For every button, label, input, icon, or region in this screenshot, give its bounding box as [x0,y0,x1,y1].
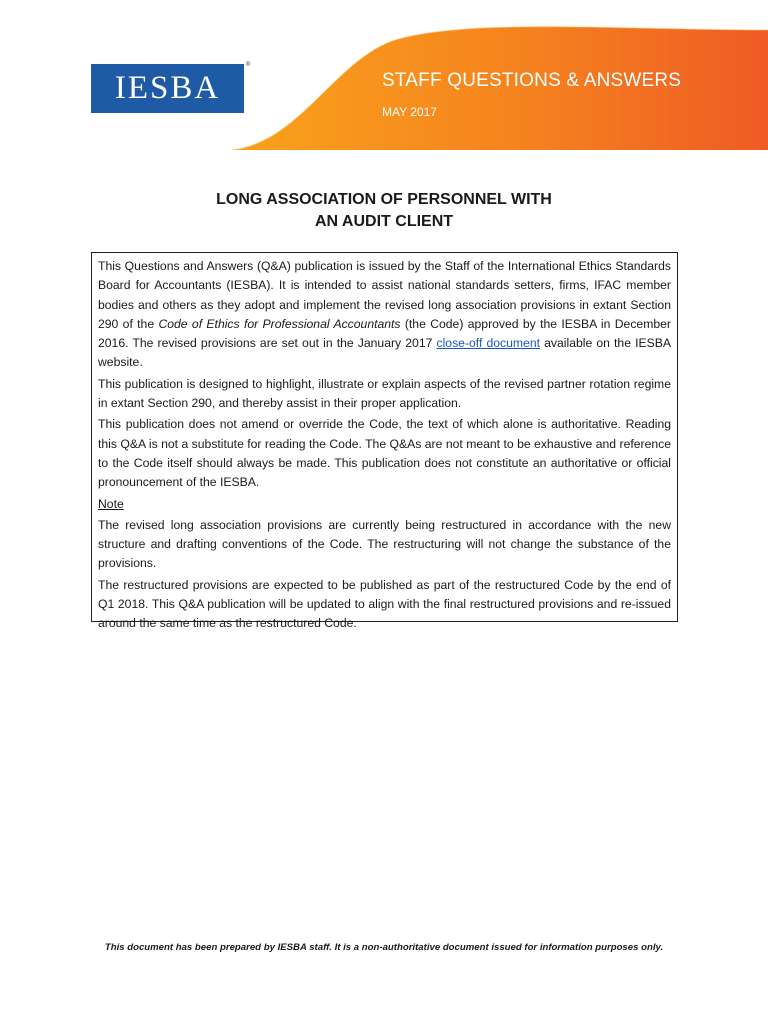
footer-disclaimer: This document has been prepared by IESBA staff. It is a non-authoritative document issued for information purposes only. [104,942,664,953]
note-label: Note [98,496,124,511]
intro-text-2: (the Code) approved by the IESBA in December 2016. The revised provisions are set out in the January 2017 [98,316,671,351]
header-banner [0,0,768,150]
document-title-line-1: LONG ASSOCIATION OF PERSONNEL WITH [216,191,552,208]
registered-mark: ® [246,62,251,68]
disclaimer-box [91,252,678,631]
iesba-logo [91,64,244,113]
note-heading [98,495,671,514]
restructuring-paragraph: The revised long association provisions are currently being restructured in accordance with the new structure and drafting conventions of the Code. The restructuring will not change the substance of the provisions. [98,517,671,571]
close-off-document-link[interactable]: close-off document [436,336,540,351]
authority-paragraph: This publication does not amend or override the Code, the text of which alone is authoritative. Reading this Q&A is not a substitute for reading the Code. The Q&As are not meant to be exhaustive and reference to the Code itself should always be made. This publication does not constitute an authoritative or official pronouncement of the IESBA. [98,417,671,490]
logo-text: IESBA [114,70,221,106]
code-title-italic: Code of Ethics for Professional Accountants [158,316,401,331]
document-title-line-2: AN AUDIT CLIENT [314,213,454,230]
header-title: STAFF QUESTIONS & ANSWERS [382,70,682,91]
intro-text-3: available on the IESBA website. [98,336,671,370]
intro-text-1: This Questions and Answers (Q&A) publication is issued by the Staff of the International Ethics Standards Board for Accountants (IESBA). It is intended to assist national standards setters, firms, IFAC member bodies and others as they adopt and implement the revised long association provisions in extant Section 290 of the [98,259,671,331]
purpose-paragraph: This publication is designed to highlight, illustrate or explain aspects of the revised partner rotation regime in extant Section 290, and thereby assist in their proper application. [98,376,671,411]
document-title [120,189,648,233]
intro-paragraph [98,257,671,373]
publication-paragraph: The restructured provisions are expected to be published as part of the restructured Code by the end of Q1 2018. This Q&A publication will be updated to align with the final restructured provisions and re-issued around the same time as the restructured Code. [98,577,671,631]
header-date: MAY 2017 [382,105,437,119]
